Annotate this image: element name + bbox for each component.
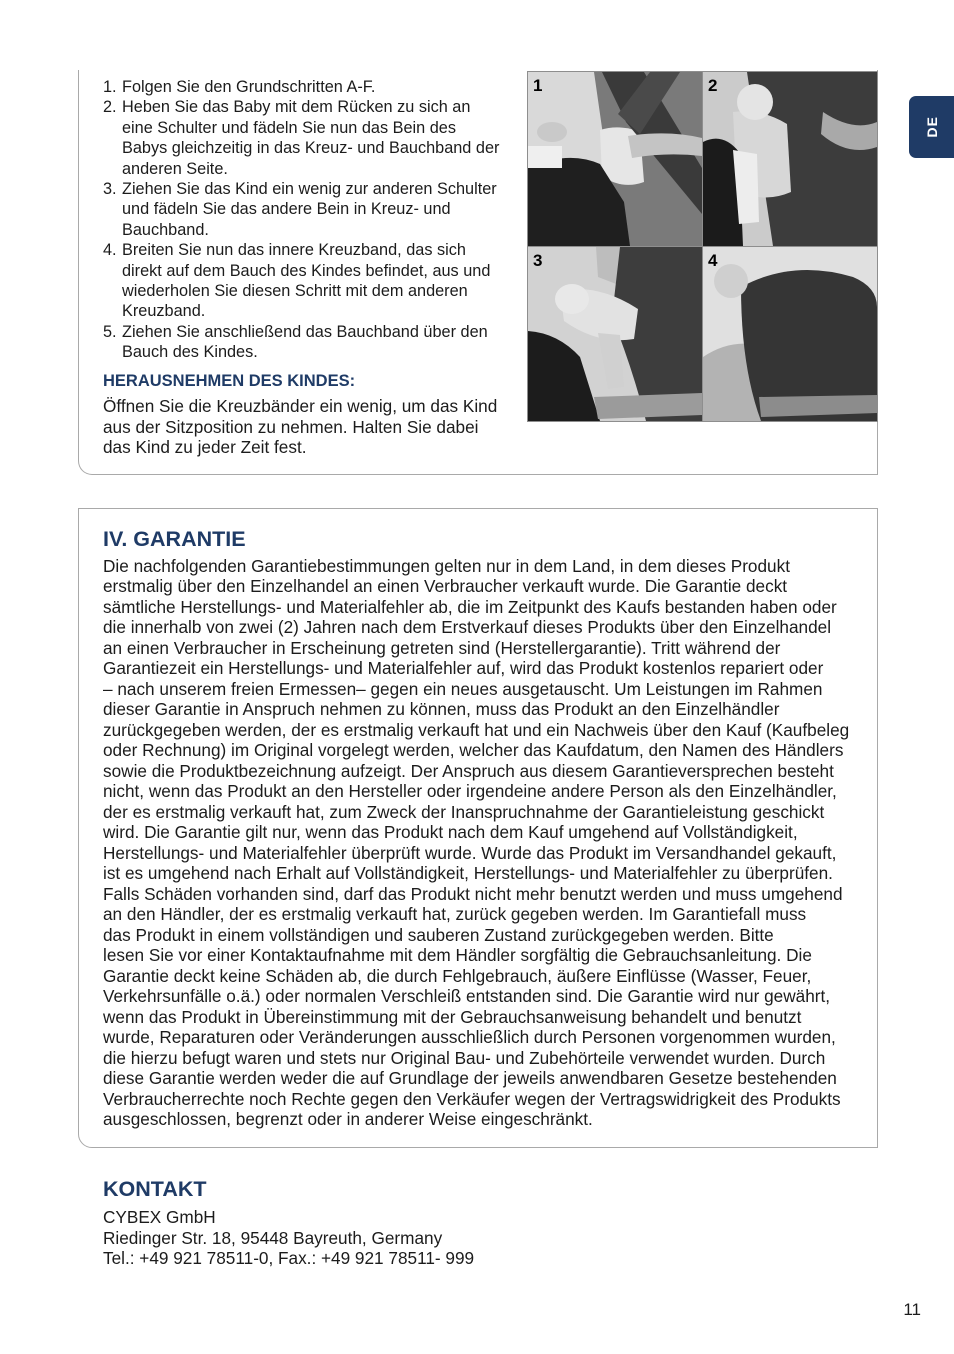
step-number: 2. [103,98,117,117]
step-text-line: Heben Sie das Baby mit dem Rücken zu sich an [122,98,471,117]
guarantee-text-line: Verkehrsunfälle o.ä.) oder normalen Verschleiß entstanden sind. Die Garantie wird nur gewährt, [103,986,831,1007]
step-text [122,77,375,97]
step-photo-1 [528,72,702,246]
step-item-3 [103,179,513,240]
step-photo-2 [703,72,877,246]
step-item-5 [103,322,513,363]
language-tab-label: DE [923,116,940,138]
step-number: 4. [103,241,117,260]
guarantee-text-line: – nach unserem freien Ermessen– gegen ein neues ausgetauscht. Um Leistungen im Rahmen [103,678,823,699]
step-text-line: direkt auf dem Bauch des Kindes befindet, aus und [122,261,491,280]
language-tab [909,96,954,158]
step-text-line: Bauch des Kindes. [122,343,258,362]
step-photo-1-image [528,72,702,246]
guarantee-text-line: Herstellungs- und Materialfehler überprüft wurde. Wurde das Produkt im Versandhandel gekauft, [103,842,837,863]
step-photo-grid [527,71,878,422]
step-item-4 [103,240,513,322]
step-item-2 [103,97,513,179]
guarantee-text-line: der es erstmalig verkauft hat, zum Zweck der Inanspruchnahme der Garantieleistung geschickt [103,801,825,822]
guarantee-text-line: dieser Garantie in Anspruch nehmen zu können, muss das Produkt an den Einzelhändler [103,699,780,720]
step-photo-4 [703,247,877,421]
step-text-line: Folgen Sie den Grundschritten A-F. [122,78,376,96]
step-text [122,97,499,179]
baby-head [737,84,773,120]
baby-head [555,284,589,314]
step-text-line: Babys gleichzeitig in das Kreuz- und Bauchband der [122,139,500,158]
guarantee-text-line: die innerhalb von zwei (2) Jahren nach dem Erstverkauf dieses Produkts über den Einzelhandel [103,617,832,638]
contact-heading: KONTAKT [103,1177,207,1201]
removal-paragraph [103,396,497,458]
step-photo-3 [528,247,702,421]
guarantee-text-line: Garantiezeit ein Herstellungs- und Materialfehler auf, wird das Produkt kostenlos repariert oder [103,658,824,679]
guarantee-text-line: zurückgegeben werden, der es erstmalig verkauft hat und ein Nachweis über den Kauf (Kaufbeleg [103,719,850,740]
guarantee-text-line: erstmalig über den Einzelhandel an einen Verbraucher verkauft wurde. Die Garantie deckt [103,576,788,597]
waistband [594,393,702,419]
step-number: 1. [103,78,117,96]
step-text-line: wiederholen Sie diesen Schritt mit dem anderen [122,282,468,301]
baby-head [714,264,748,298]
step-number: 3. [103,180,117,199]
step-text [122,240,490,322]
step-photo-number: 2 [708,76,718,95]
guarantee-text-line: Garantie deckt keine Schäden ab, die durch Fehlgebrauch, äußere Einflüsse (Wasser, Feuer, [103,965,812,986]
step-number: 5. [103,322,117,341]
guarantee-text-line: sowie die Produktbezeichnung aufzeigt. Der Anspruch aus diesem Garantieversprechen besteht [103,760,834,781]
guarantee-text-line: Die nachfolgenden Garantiebestimmungen gelten nur in dem Land, in dem dieses Produkt [103,556,790,576]
step-text-line: Ziehen Sie anschließend das Bauchband über den [122,322,488,341]
guarantee-text-line: oder Rechnung) im Original vorgelegt werden, welcher das Kaufdatum, den Namen des Händlers [103,740,844,761]
step-photo-2-image [703,72,877,246]
guarantee-text-line: ist es umgehend nach Erhalt auf Vollständigkeit, Herstellungs- und Materialfehler zu überprüfen. [103,863,833,884]
removal-heading: HERAUSNEHMEN DES KINDES: [103,372,356,390]
guarantee-text-line: die hierzu befugt waren und stets nur Original Bau- und Zubehörteile verwendet wurden. Durch [103,1047,826,1068]
guarantee-text-line: wenn das Produkt in Übereinstimmung mit der Gebrauchsanweisung behandelt und benutzt [103,1006,802,1027]
guarantee-text-line: Verbraucherrechte noch Rechte gegen den Verkäufer wegen der Vertragswidrigkeit des Produkts [103,1088,841,1109]
removal-text-line: Öffnen Sie die Kreuzbänder ein wenig, um das Kind [103,396,498,416]
guarantee-text-line: ausgeschlossen, begrenzt oder in anderer Weise eingeschränkt. [103,1109,593,1130]
step-text-line: und fädeln Sie das andere Bein in Kreuz- und [122,200,451,219]
step-text [122,179,497,240]
step-text-line: Ziehen Sie das Kind ein wenig zur anderen Schulter [122,180,497,199]
guarantee-text-line: an einen Verbraucher in Erscheinung getreten sind (Herstellergarantie). Tritt während der [103,637,781,658]
wearer-arm [628,133,702,158]
guarantee-text-line: lesen Sie vor einer Kontaktaufnahme mit dem Händler sorgfältig die Gebrauchsanleitung. Die [103,945,812,966]
guarantee-text-line: nicht, wenn das Produkt an den Hersteller oder irgendeine andere Person als den Einzelhändler, [103,781,837,802]
guarantee-heading: IV. GARANTIE [103,527,246,551]
contact-address [103,1207,474,1269]
contact-company: CYBEX GmbH [103,1207,216,1227]
helper-hand [537,122,567,142]
guarantee-text-line: wurde, Reparaturen oder Veränderungen ausschließlich durch Personen vorgenommen wurden, [103,1027,836,1048]
helper-cuff [528,146,562,168]
guarantee-text-line: das Produkt in einem vollständigen und sauberen Zustand zurückgegeben werden. Bitte [103,924,774,945]
step-item-1 [103,77,513,97]
contact-phone-fax: Tel.: +49 921 78511-0, Fax.: +49 921 78511- 999 [103,1248,475,1268]
step-text-line: Kreuzband. [122,302,206,321]
guarantee-text-line: diese Garantie werden weder die auf Grundlage der jeweils anwendbaren Gesetze bestehenden [103,1068,837,1089]
guarantee-paragraph [103,556,849,1130]
removal-text-line: das Kind zu jeder Zeit fest. [103,437,307,457]
contact-street: Riedinger Str. 18, 95448 Bayreuth, Germany [103,1227,443,1248]
step-photo-3-image [528,247,702,421]
guarantee-text-line: sämtliche Herstellungs- und Materialfehler ab, die im Zeitpunkt des Kaufs bestanden haben oder [103,596,837,617]
step-list [103,77,513,363]
step-photo-number: 3 [533,251,543,270]
guarantee-text-line: wird. Die Garantie gilt nur, wenn das Produkt nach dem Kauf umgehend auf Vollständigkeit, [103,822,798,843]
step-photo-number: 1 [533,76,543,95]
step-photo-4-image [703,247,877,421]
step-text [122,322,488,363]
step-text-line: Breiten Sie nun das innere Kreuzband, das sich [122,241,466,260]
guarantee-text-line: an den Händler, der es erstmalig verkauft hat, zurück gegeben werden. Im Garantiefall muss [103,904,807,925]
step-photo-number: 4 [708,251,718,270]
step-text-line: eine Schulter und fädeln Sie nun das Bein des [122,118,457,137]
guarantee-text-line: Falls Schäden vorhanden sind, darf das Produkt nicht mehr benutzt werden und muss umgehend [103,883,843,904]
page-number: 11 [903,1300,921,1319]
removal-text-line: aus der Sitzposition zu nehmen. Halten Sie dabei [103,416,479,437]
step-text-line: anderen Seite. [122,159,228,178]
step-text-line: Bauchband. [122,220,209,239]
